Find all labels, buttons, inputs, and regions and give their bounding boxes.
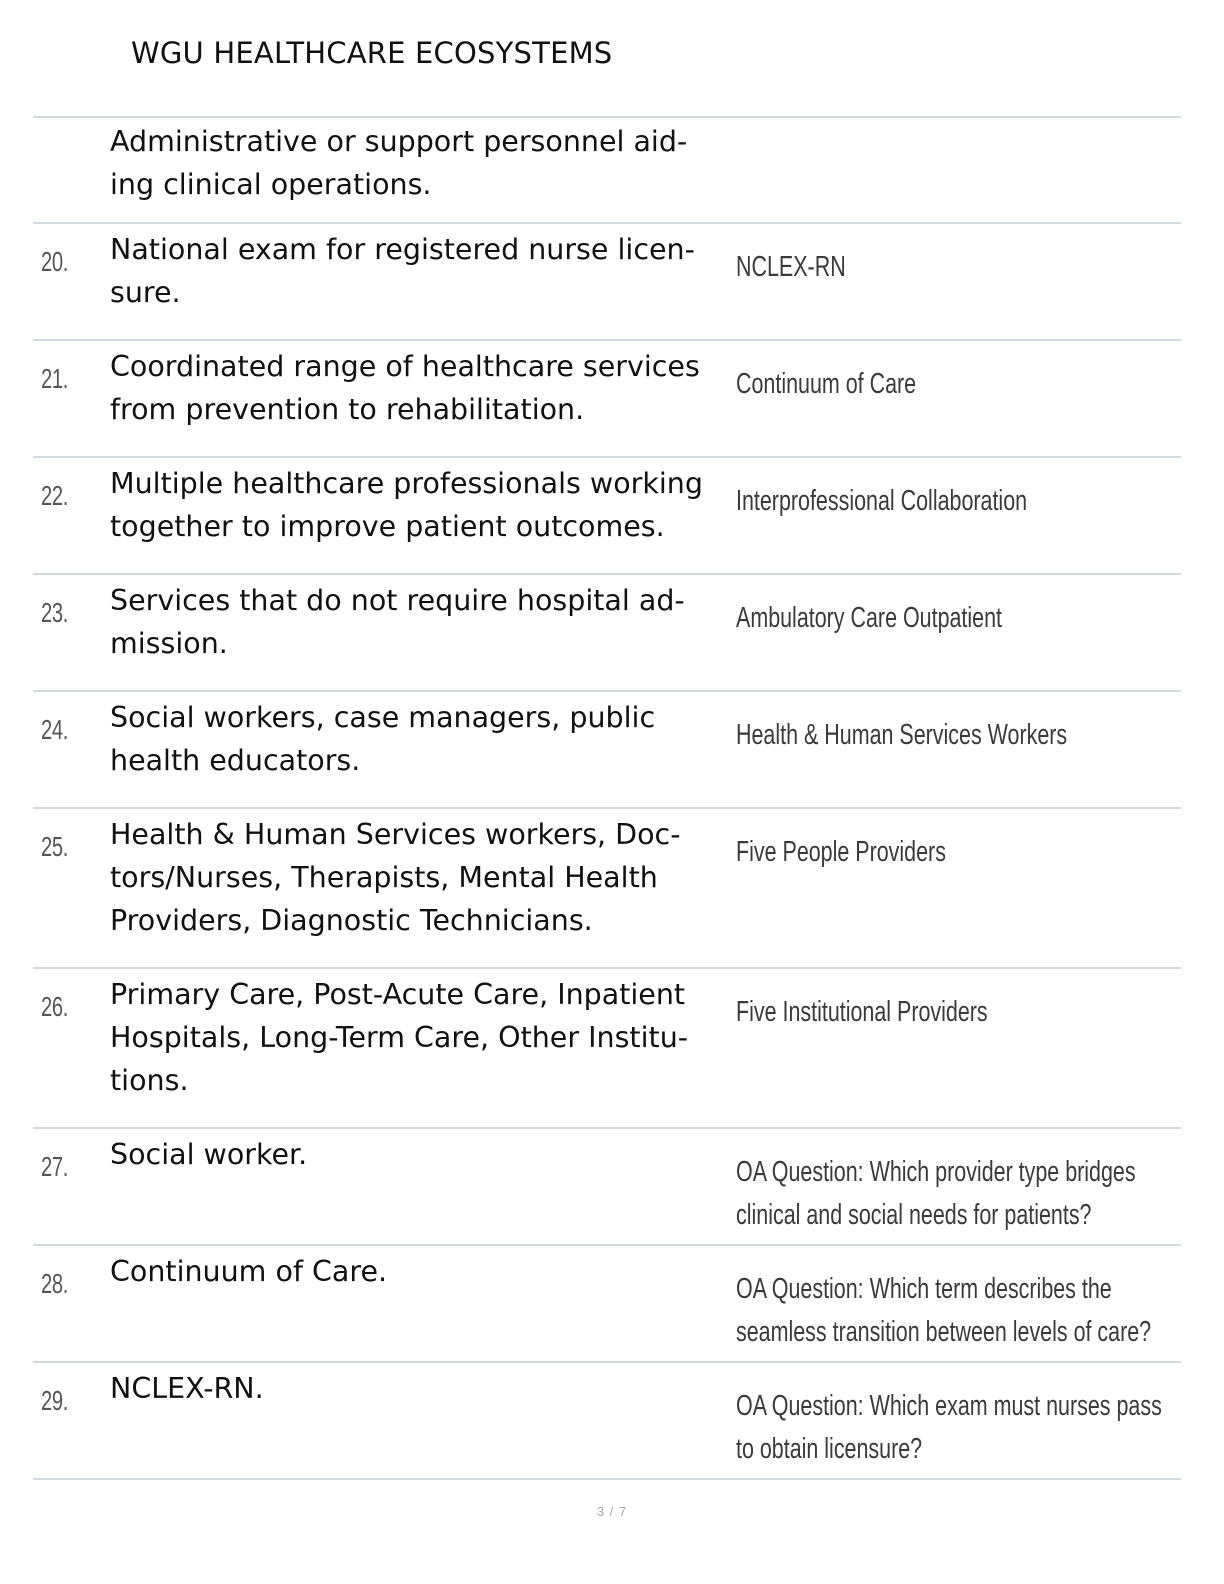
table-row	[33, 809, 1181, 969]
row-answer	[736, 1151, 1136, 1237]
answer-line: OA Question: Which term describes the	[736, 1273, 1112, 1305]
row-answer	[736, 1385, 1162, 1471]
row-question: Social worker.	[110, 1138, 308, 1171]
row-number: 24.	[41, 714, 68, 745]
row-answer	[736, 363, 916, 406]
answer-line: Five People Providers	[736, 836, 946, 868]
row-question: Multiple healthcare professionals working together to improve patient outcomes.	[110, 467, 703, 543]
row-number: 26.	[41, 991, 68, 1022]
table-row	[33, 458, 1181, 575]
row-number: 20.	[41, 246, 68, 277]
page-number: 3 / 7	[596, 1504, 628, 1519]
answer-line: to obtain licensure?	[736, 1433, 923, 1465]
row-answer	[736, 991, 988, 1034]
row-question: Primary Care, Post-Acute Care, Inpatient Hospitals, Long-Term Care, Other Institu-tions.	[110, 978, 689, 1097]
row-question: NCLEX-RN.	[110, 1372, 264, 1405]
answer-line: Continuum of Care	[736, 368, 917, 400]
row-answer	[736, 714, 1067, 757]
table-row	[33, 224, 1181, 341]
row-answer	[736, 597, 1002, 640]
row-question: National exam for registered nurse licen-sure.	[110, 233, 695, 309]
answer-line: NCLEX-RN	[736, 251, 846, 283]
row-number: 25.	[41, 831, 68, 862]
answer-line: OA Question: Which exam must nurses pass	[736, 1390, 1162, 1422]
row-question: Health & Human Services workers, Doc-tors/Nurses, Therapists, Mental Health Providers, Diagnostic Technicians.	[110, 818, 681, 937]
row-question: Administrative or support personnel aid-ing clinical operations.	[110, 125, 688, 201]
row-question: Services that do not require hospital ad-mission.	[110, 584, 685, 660]
row-number: 21.	[41, 363, 68, 394]
answer-line: Five Institutional Providers	[736, 996, 988, 1028]
flashcard-table	[33, 116, 1181, 1480]
table-row	[33, 1129, 1181, 1246]
answer-line: Health & Human Services Workers	[736, 719, 1068, 751]
row-number: 29.	[41, 1385, 68, 1416]
row-answer	[736, 480, 1027, 523]
row-question: Coordinated range of healthcare services from prevention to rehabilitation.	[110, 350, 700, 426]
table-row	[33, 341, 1181, 458]
answer-line: clinical and social needs for patients?	[736, 1199, 1092, 1231]
table-row	[33, 118, 1181, 224]
row-number: 23.	[41, 597, 68, 628]
row-answer	[736, 831, 946, 874]
table-row	[33, 575, 1181, 692]
row-number: 27.	[41, 1151, 68, 1182]
answer-line: Ambulatory Care Outpatient	[736, 602, 1003, 634]
row-number: 28.	[41, 1268, 68, 1299]
row-answer	[736, 1268, 1151, 1354]
table-row	[33, 1363, 1181, 1480]
answer-line: seamless transition between levels of care?	[736, 1316, 1152, 1348]
row-number: 22.	[41, 480, 68, 511]
row-answer	[736, 246, 846, 289]
table-row	[33, 969, 1181, 1129]
answer-line: Interprofessional Collaboration	[736, 485, 1028, 517]
answer-line: OA Question: Which provider type bridges	[736, 1156, 1136, 1188]
table-row	[33, 692, 1181, 809]
row-question: Continuum of Care.	[110, 1255, 388, 1288]
page-title: WGU HEALTHCARE ECOSYSTEMS	[131, 36, 613, 70]
table-row	[33, 1246, 1181, 1363]
row-question: Social workers, case managers, public health educators.	[110, 701, 656, 777]
